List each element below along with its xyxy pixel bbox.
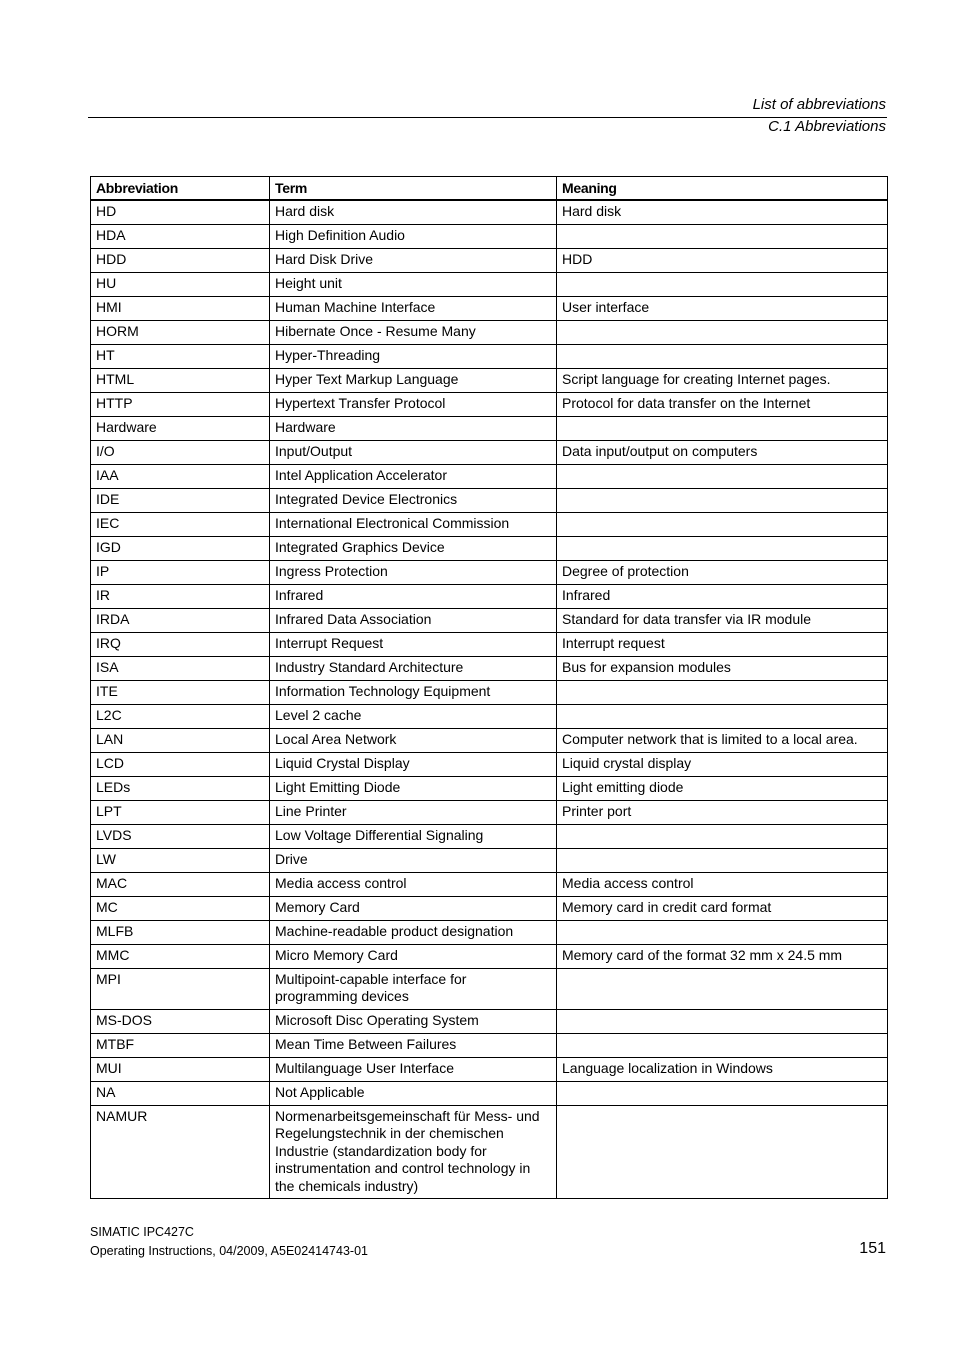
table-row	[91, 824, 888, 848]
running-header	[753, 94, 886, 138]
cell-abbreviation: IEC	[91, 512, 270, 536]
cell-term: Hyper-Threading	[270, 344, 557, 368]
cell-abbreviation: IAA	[91, 464, 270, 488]
footer-product: SIMATIC IPC427C	[90, 1225, 194, 1239]
table-row	[91, 1081, 888, 1105]
cell-term: Micro Memory Card	[270, 944, 557, 968]
cell-term: Integrated Graphics Device	[270, 536, 557, 560]
table-row	[91, 1033, 888, 1057]
cell-meaning: Printer port	[557, 800, 888, 824]
cell-meaning: Script language for creating Internet pages.	[557, 368, 888, 392]
cell-term: Microsoft Disc Operating System	[270, 1009, 557, 1033]
cell-abbreviation: MUI	[91, 1057, 270, 1081]
cell-meaning: User interface	[557, 296, 888, 320]
table-row	[91, 944, 888, 968]
cell-abbreviation: HTML	[91, 368, 270, 392]
header-divider	[88, 117, 887, 118]
cell-meaning: Infrared	[557, 584, 888, 608]
cell-meaning	[557, 1033, 888, 1057]
cell-term: Hypertext Transfer Protocol	[270, 392, 557, 416]
cell-term: Liquid Crystal Display	[270, 752, 557, 776]
cell-meaning	[557, 848, 888, 872]
cell-term: International Electronical Commission	[270, 512, 557, 536]
table-row	[91, 1009, 888, 1033]
cell-abbreviation: IDE	[91, 488, 270, 512]
column-header-term: Term	[270, 177, 557, 200]
cell-meaning: Language localization in Windows	[557, 1057, 888, 1081]
cell-abbreviation: MC	[91, 896, 270, 920]
cell-term: Hardware	[270, 416, 557, 440]
table-row	[91, 1057, 888, 1081]
cell-abbreviation: LPT	[91, 800, 270, 824]
cell-term: Hyper Text Markup Language	[270, 368, 557, 392]
cell-meaning	[557, 464, 888, 488]
cell-term: Machine-readable product designation	[270, 920, 557, 944]
table-row	[91, 344, 888, 368]
cell-abbreviation: MS-DOS	[91, 1009, 270, 1033]
cell-abbreviation: LCD	[91, 752, 270, 776]
table-row	[91, 632, 888, 656]
table-row	[91, 416, 888, 440]
table-row	[91, 920, 888, 944]
cell-meaning: Media access control	[557, 872, 888, 896]
chapter-title: List of abbreviations	[752, 96, 886, 113]
cell-abbreviation: HMI	[91, 296, 270, 320]
cell-term: Hibernate Once - Resume Many	[270, 320, 557, 344]
cell-meaning	[557, 224, 888, 248]
table-row	[91, 656, 888, 680]
cell-meaning: Data input/output on computers	[557, 440, 888, 464]
cell-term: Height unit	[270, 272, 557, 296]
column-header-meaning: Meaning	[557, 177, 888, 200]
cell-abbreviation: MMC	[91, 944, 270, 968]
cell-meaning: Memory card of the format 32 mm x 24.5 mm	[557, 944, 888, 968]
cell-term: Drive	[270, 848, 557, 872]
table-row	[91, 608, 888, 632]
cell-abbreviation: MAC	[91, 872, 270, 896]
cell-meaning	[557, 1081, 888, 1105]
cell-term: Infrared Data Association	[270, 608, 557, 632]
cell-abbreviation: LW	[91, 848, 270, 872]
cell-term: Information Technology Equipment	[270, 680, 557, 704]
cell-term: Multilanguage User Interface	[270, 1057, 557, 1081]
cell-meaning	[557, 920, 888, 944]
cell-meaning: Degree of protection	[557, 560, 888, 584]
cell-meaning: Memory card in credit card format	[557, 896, 888, 920]
cell-abbreviation: NAMUR	[91, 1105, 270, 1199]
table-row	[91, 752, 888, 776]
table-row	[91, 488, 888, 512]
table-row	[91, 392, 888, 416]
cell-term: Low Voltage Differential Signaling	[270, 824, 557, 848]
table-row	[91, 560, 888, 584]
cell-term: Normenarbeitsgemeinschaft für Mess- und Regelungstechnik in der chemischen Industrie (standardization body for instrumentation and control technology in the chemicals industry)	[270, 1105, 557, 1199]
cell-term: Human Machine Interface	[270, 296, 557, 320]
table-row	[91, 512, 888, 536]
table-row	[91, 704, 888, 728]
cell-term: Multipoint-capable interface for programming devices	[270, 968, 557, 1009]
cell-meaning: Computer network that is limited to a local area.	[557, 728, 888, 752]
cell-term: Integrated Device Electronics	[270, 488, 557, 512]
cell-meaning	[557, 536, 888, 560]
cell-abbreviation: MTBF	[91, 1033, 270, 1057]
table-row	[91, 224, 888, 248]
cell-term: Hard disk	[270, 200, 557, 225]
cell-abbreviation: IRQ	[91, 632, 270, 656]
cell-term: Local Area Network	[270, 728, 557, 752]
cell-abbreviation: ISA	[91, 656, 270, 680]
cell-meaning	[557, 824, 888, 848]
cell-term: Media access control	[270, 872, 557, 896]
cell-abbreviation: IR	[91, 584, 270, 608]
table-row	[91, 440, 888, 464]
cell-meaning	[557, 1105, 888, 1199]
cell-term: Ingress Protection	[270, 560, 557, 584]
cell-meaning: Hard disk	[557, 200, 888, 225]
abbreviations-table	[90, 176, 888, 1199]
cell-abbreviation: MPI	[91, 968, 270, 1009]
cell-term: Line Printer	[270, 800, 557, 824]
table-body	[91, 200, 888, 1199]
cell-meaning: Bus for expansion modules	[557, 656, 888, 680]
cell-term: Light Emitting Diode	[270, 776, 557, 800]
cell-abbreviation: NA	[91, 1081, 270, 1105]
cell-abbreviation: I/O	[91, 440, 270, 464]
cell-term: Intel Application Accelerator	[270, 464, 557, 488]
table-row	[91, 584, 888, 608]
cell-meaning	[557, 512, 888, 536]
cell-term: Hard Disk Drive	[270, 248, 557, 272]
cell-abbreviation: IGD	[91, 536, 270, 560]
cell-meaning	[557, 704, 888, 728]
table-header	[91, 177, 888, 200]
table-row	[91, 536, 888, 560]
table-row	[91, 776, 888, 800]
cell-term: Level 2 cache	[270, 704, 557, 728]
table-row	[91, 368, 888, 392]
table-row	[91, 968, 888, 1009]
cell-meaning: Standard for data transfer via IR module	[557, 608, 888, 632]
table-row	[91, 272, 888, 296]
footer-document-info: Operating Instructions, 04/2009, A5E02414743-01	[90, 1244, 368, 1258]
table-row	[91, 680, 888, 704]
cell-abbreviation: LAN	[91, 728, 270, 752]
cell-abbreviation: IP	[91, 560, 270, 584]
header-row	[91, 177, 888, 200]
cell-abbreviation: HORM	[91, 320, 270, 344]
cell-abbreviation: IRDA	[91, 608, 270, 632]
cell-meaning	[557, 680, 888, 704]
cell-meaning	[557, 488, 888, 512]
cell-abbreviation: LVDS	[91, 824, 270, 848]
cell-term: Not Applicable	[270, 1081, 557, 1105]
cell-meaning	[557, 344, 888, 368]
cell-meaning	[557, 416, 888, 440]
cell-abbreviation: HD	[91, 200, 270, 225]
cell-meaning: Light emitting diode	[557, 776, 888, 800]
cell-meaning: Interrupt request	[557, 632, 888, 656]
page-number: 151	[859, 1240, 886, 1257]
cell-abbreviation: HDA	[91, 224, 270, 248]
cell-term: High Definition Audio	[270, 224, 557, 248]
cell-term: Input/Output	[270, 440, 557, 464]
table-row	[91, 248, 888, 272]
cell-meaning	[557, 272, 888, 296]
cell-meaning	[557, 1009, 888, 1033]
section-title: C.1 Abbreviations	[768, 118, 886, 135]
table-row	[91, 728, 888, 752]
cell-term: Interrupt Request	[270, 632, 557, 656]
cell-abbreviation: ITE	[91, 680, 270, 704]
table-row	[91, 1105, 888, 1199]
cell-abbreviation: L2C	[91, 704, 270, 728]
cell-abbreviation: MLFB	[91, 920, 270, 944]
cell-term: Infrared	[270, 584, 557, 608]
table-row	[91, 848, 888, 872]
table-row	[91, 296, 888, 320]
footer	[90, 1223, 368, 1261]
cell-meaning	[557, 968, 888, 1009]
cell-abbreviation: Hardware	[91, 416, 270, 440]
cell-meaning: Protocol for data transfer on the Internet	[557, 392, 888, 416]
cell-term: Memory Card	[270, 896, 557, 920]
cell-abbreviation: HT	[91, 344, 270, 368]
cell-abbreviation: HDD	[91, 248, 270, 272]
column-header-abbreviation: Abbreviation	[91, 177, 270, 200]
table-row	[91, 872, 888, 896]
table-row	[91, 896, 888, 920]
table-row	[91, 320, 888, 344]
cell-meaning: Liquid crystal display	[557, 752, 888, 776]
cell-meaning	[557, 320, 888, 344]
cell-abbreviation: LEDs	[91, 776, 270, 800]
table-row	[91, 800, 888, 824]
cell-abbreviation: HTTP	[91, 392, 270, 416]
table-row	[91, 464, 888, 488]
cell-term: Mean Time Between Failures	[270, 1033, 557, 1057]
table-row	[91, 200, 888, 225]
cell-term: Industry Standard Architecture	[270, 656, 557, 680]
cell-abbreviation: HU	[91, 272, 270, 296]
cell-meaning: HDD	[557, 248, 888, 272]
